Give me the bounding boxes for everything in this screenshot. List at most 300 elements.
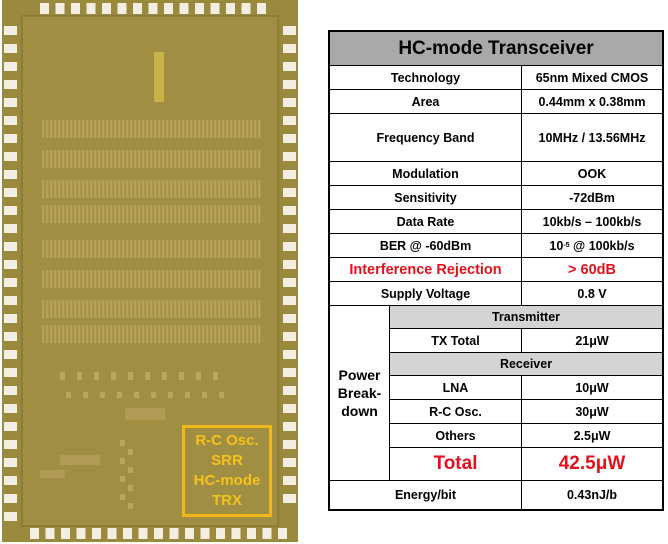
logic-cell: [154, 240, 156, 258]
logic-cell: [110, 205, 112, 223]
logic-cell: [58, 325, 60, 343]
logic-cell: [114, 205, 116, 223]
logic-cell: [213, 372, 218, 380]
logic-cell: [110, 300, 112, 318]
row-value: 0.43nJ/b: [566, 488, 618, 502]
row-label: Energy/bit: [330, 481, 522, 509]
bond-pad: [4, 242, 17, 251]
logic-cell: [174, 150, 176, 168]
logic-cell: [94, 300, 96, 318]
logic-cell: [122, 325, 124, 343]
logic-cell: [218, 120, 220, 138]
logic-cell: [50, 180, 52, 198]
logic-cell: [206, 325, 208, 343]
logic-cell: [258, 180, 260, 198]
analog-cell: [120, 476, 125, 482]
logic-cell: [122, 150, 124, 168]
row-label: TX Total: [390, 329, 522, 353]
bond-pad: [4, 260, 17, 269]
logic-cell: [250, 205, 252, 223]
bond-pad: [283, 152, 296, 161]
logic-cell: [86, 325, 88, 343]
logic-cell: [98, 325, 100, 343]
logic-cell: [110, 120, 112, 138]
logic-cell: [222, 325, 224, 343]
logic-cell: [106, 240, 108, 258]
logic-cell: [198, 205, 200, 223]
logic-cell: [146, 180, 148, 198]
logic-cell: [198, 180, 200, 198]
logic-cell: [178, 325, 180, 343]
table-row: [390, 400, 662, 424]
logic-cell: [218, 150, 220, 168]
logic-cell: [202, 325, 204, 343]
bond-pad: [4, 80, 17, 89]
logic-cell: [202, 120, 204, 138]
die-label-line-4: TRX: [212, 492, 242, 509]
bond-pad: [283, 296, 296, 305]
ber-rest: @ 100kb/s: [569, 238, 635, 253]
logic-cell: [186, 120, 188, 138]
logic-cell: [66, 205, 68, 223]
logic-cell: [214, 300, 216, 318]
logic-cell: [46, 120, 48, 138]
logic-cell: [246, 120, 248, 138]
bond-pad: [102, 3, 111, 14]
logic-cell: [82, 240, 84, 258]
table-row: [330, 186, 662, 210]
logic-cell: [90, 270, 92, 288]
analog-cell: [120, 494, 125, 500]
logic-cell: [74, 300, 76, 318]
logic-cell: [98, 240, 100, 258]
row-label: Sensitivity: [330, 186, 522, 210]
logic-cell: [246, 205, 248, 223]
logic-cell: [78, 270, 80, 288]
logic-cell: [94, 270, 96, 288]
logic-cell: [50, 325, 52, 343]
logic-cell: [219, 392, 224, 398]
logic-cell: [60, 372, 65, 380]
logic-cell: [170, 240, 172, 258]
logic-cell: [202, 180, 204, 198]
bond-pad: [4, 206, 17, 215]
analog-cell: [128, 503, 133, 509]
bond-pad: [154, 528, 163, 539]
logic-cell: [222, 120, 224, 138]
logic-cell: [206, 205, 208, 223]
logic-cell: [66, 325, 68, 343]
bond-pad: [283, 98, 296, 107]
logic-cell: [126, 205, 128, 223]
logic-cell: [198, 300, 200, 318]
bond-pad: [92, 528, 101, 539]
logic-cell: [234, 205, 236, 223]
logic-cell: [194, 120, 196, 138]
bond-pad: [4, 386, 17, 395]
logic-cell: [190, 300, 192, 318]
logic-cell: [102, 325, 104, 343]
logic-cell: [254, 240, 256, 258]
logic-cell: [158, 325, 160, 343]
logic-cell: [126, 270, 128, 288]
logic-cell: [102, 240, 104, 258]
logic-cell: [130, 205, 132, 223]
logic-cell: [42, 270, 44, 288]
logic-cell: [118, 240, 120, 258]
row-value: 10 -5 @ 100kb/s: [522, 234, 662, 258]
bond-pad: [4, 314, 17, 323]
logic-cell: [182, 150, 184, 168]
bond-pad: [4, 404, 17, 413]
bond-pad: [61, 528, 70, 539]
logic-cell: [186, 150, 188, 168]
row-label: Area: [330, 90, 522, 114]
logic-cell: [130, 120, 132, 138]
bond-pad: [4, 458, 17, 467]
analog-block: [40, 470, 65, 478]
bond-pad: [283, 206, 296, 215]
logic-cell: [250, 300, 252, 318]
logic-cell: [234, 270, 236, 288]
logic-cell: [142, 205, 144, 223]
bond-pad: [4, 494, 17, 503]
logic-cell: [94, 240, 96, 258]
logic-cell: [77, 372, 82, 380]
bond-pad: [201, 528, 210, 539]
logic-cell: [62, 180, 64, 198]
logic-cell: [194, 150, 196, 168]
logic-cell: [154, 150, 156, 168]
logic-cell: [146, 270, 148, 288]
row-label: LNA: [390, 376, 522, 400]
logic-cell: [185, 392, 190, 398]
bond-pad: [283, 476, 296, 485]
bond-pad: [164, 3, 173, 14]
logic-cell: [102, 150, 104, 168]
logic-cell: [158, 270, 160, 288]
logic-cell: [186, 240, 188, 258]
logic-cell: [114, 120, 116, 138]
logic-cell: [54, 150, 56, 168]
logic-cell: [74, 270, 76, 288]
logic-cell: [226, 300, 228, 318]
logic-cell: [106, 270, 108, 288]
power-label-line: Break-: [337, 385, 382, 401]
logic-cell: [128, 372, 133, 380]
die-strip: [154, 52, 164, 102]
logic-cell: [114, 180, 116, 198]
bond-pad: [283, 458, 296, 467]
logic-cell: [190, 240, 192, 258]
logic-cell: [174, 180, 176, 198]
logic-cell: [170, 300, 172, 318]
logic-cell: [138, 150, 140, 168]
logic-cell: [182, 325, 184, 343]
logic-cell: [174, 205, 176, 223]
logic-cell: [118, 270, 120, 288]
bond-pad: [185, 528, 194, 539]
logic-cell: [46, 150, 48, 168]
logic-cell: [254, 180, 256, 198]
logic-cell: [194, 180, 196, 198]
logic-cell: [142, 240, 144, 258]
logic-cell: [94, 205, 96, 223]
transmitter-header-row: [390, 306, 662, 329]
power-breakdown-label: [330, 306, 390, 481]
logic-cell: [42, 180, 44, 198]
logic-cell: [66, 180, 68, 198]
logic-cell: [146, 205, 148, 223]
row-value: 0.44mm x 0.38mm: [522, 90, 662, 114]
table-row: [330, 162, 662, 186]
analog-cell: [128, 467, 133, 473]
logic-cell: [54, 120, 56, 138]
logic-cell: [70, 270, 72, 288]
bond-pad: [4, 296, 17, 305]
logic-cell: [106, 325, 108, 343]
logic-cell: [206, 180, 208, 198]
logic-cell: [222, 180, 224, 198]
row-value: > 60dB: [522, 258, 662, 282]
logic-cell: [218, 180, 220, 198]
logic-cell: [250, 180, 252, 198]
logic-cell: [110, 270, 112, 288]
logic-cell: [234, 300, 236, 318]
logic-cell: [46, 205, 48, 223]
logic-cell: [98, 120, 100, 138]
logic-cell: [222, 150, 224, 168]
logic-cell: [198, 150, 200, 168]
logic-cell: [102, 270, 104, 288]
logic-cell: [94, 372, 99, 380]
logic-cell: [206, 300, 208, 318]
analog-block: [60, 455, 100, 465]
logic-cell: [214, 120, 216, 138]
logic-cell: [70, 180, 72, 198]
bond-pad: [257, 3, 266, 14]
logic-cell: [174, 240, 176, 258]
table-row: [330, 66, 662, 90]
bond-pad: [195, 3, 204, 14]
logic-cell: [130, 150, 132, 168]
logic-cell: [238, 270, 240, 288]
bond-pad: [283, 386, 296, 395]
logic-cell: [254, 325, 256, 343]
logic-cell: [66, 120, 68, 138]
logic-cell: [198, 270, 200, 288]
bond-pad: [283, 116, 296, 125]
logic-cell: [118, 150, 120, 168]
logic-cell: [126, 180, 128, 198]
logic-cell: [58, 150, 60, 168]
logic-cell: [46, 300, 48, 318]
logic-cell: [206, 270, 208, 288]
logic-cell: [130, 300, 132, 318]
logic-cell: [62, 205, 64, 223]
logic-cell: [110, 240, 112, 258]
ber-base: 10: [549, 238, 564, 253]
logic-cell: [78, 240, 80, 258]
logic-cell: [230, 150, 232, 168]
logic-cell: [94, 180, 96, 198]
logic-cell: [222, 205, 224, 223]
logic-cell: [114, 150, 116, 168]
logic-cell: [250, 120, 252, 138]
logic-cell: [50, 270, 52, 288]
logic-cell: [122, 270, 124, 288]
logic-cell: [166, 325, 168, 343]
bond-pad: [4, 440, 17, 449]
bond-pad: [4, 26, 17, 35]
logic-cell: [162, 270, 164, 288]
logic-cell: [126, 120, 128, 138]
logic-cell: [170, 205, 172, 223]
logic-cell: [70, 150, 72, 168]
bond-pad: [283, 278, 296, 287]
energy-row: [330, 481, 662, 509]
logic-cell: [194, 300, 196, 318]
logic-cell: [242, 180, 244, 198]
logic-cell: [246, 300, 248, 318]
logic-cell: [122, 120, 124, 138]
bond-pad: [283, 134, 296, 143]
logic-cell: [166, 205, 168, 223]
logic-cell: [238, 180, 240, 198]
row-label: R-C Osc.: [390, 400, 522, 424]
logic-cell: [62, 325, 64, 343]
logic-cell: [118, 325, 120, 343]
logic-cell: [142, 270, 144, 288]
logic-cell: [90, 205, 92, 223]
logic-cell: [86, 205, 88, 223]
logic-cell: [70, 120, 72, 138]
logic-cell: [166, 150, 168, 168]
bond-pad: [283, 170, 296, 179]
logic-cell: [230, 325, 232, 343]
logic-cell: [138, 120, 140, 138]
bond-pad: [180, 3, 189, 14]
logic-cell: [178, 180, 180, 198]
logic-cell: [118, 300, 120, 318]
row-value: 30μW: [522, 400, 662, 424]
logic-cell: [238, 120, 240, 138]
bond-pad: [283, 62, 296, 71]
logic-cell: [78, 205, 80, 223]
logic-cell: [58, 180, 60, 198]
bond-pad: [4, 188, 17, 197]
logic-cell: [238, 150, 240, 168]
logic-cell: [42, 325, 44, 343]
logic-cell: [138, 240, 140, 258]
logic-cell: [94, 120, 96, 138]
logic-cell: [54, 240, 56, 258]
logic-cell: [146, 240, 148, 258]
logic-cell: [46, 325, 48, 343]
logic-cell: [74, 325, 76, 343]
row-value: 10kb/s – 100kb/s: [522, 210, 662, 234]
logic-cell: [242, 120, 244, 138]
bond-pad: [77, 528, 86, 539]
table-row: [330, 258, 662, 282]
logic-cell: [226, 325, 228, 343]
logic-cell: [114, 300, 116, 318]
logic-cell: [58, 240, 60, 258]
logic-cell: [126, 150, 128, 168]
logic-cell: [58, 120, 60, 138]
logic-cell: [78, 120, 80, 138]
logic-cell: [46, 240, 48, 258]
bond-pad: [4, 152, 17, 161]
logic-cell: [162, 120, 164, 138]
logic-cell: [214, 150, 216, 168]
logic-cell: [142, 180, 144, 198]
logic-cell: [246, 325, 248, 343]
logic-cell: [202, 240, 204, 258]
logic-cell: [242, 300, 244, 318]
row-value: 21μW: [522, 329, 662, 353]
logic-cell: [54, 180, 56, 198]
logic-cell: [258, 300, 260, 318]
bond-pad: [4, 476, 17, 485]
logic-cell: [258, 325, 260, 343]
logic-cell: [154, 300, 156, 318]
logic-cell: [74, 205, 76, 223]
logic-cell: [194, 270, 196, 288]
bond-pad: [283, 80, 296, 89]
die-label-line-3: HC-mode: [193, 472, 261, 489]
logic-cell: [130, 180, 132, 198]
logic-cell: [110, 180, 112, 198]
logic-cell: [166, 120, 168, 138]
logic-cell: [198, 120, 200, 138]
bond-pad: [283, 494, 296, 503]
logic-cell: [54, 325, 56, 343]
logic-cell: [158, 180, 160, 198]
row-label: Interference Rejection: [330, 258, 522, 282]
logic-cell: [250, 270, 252, 288]
logic-cell: [226, 240, 228, 258]
logic-cell: [226, 120, 228, 138]
logic-cell: [98, 270, 100, 288]
logic-cell: [202, 270, 204, 288]
logic-cell: [66, 300, 68, 318]
chip-die-photo: [0, 0, 300, 544]
logic-cell: [190, 120, 192, 138]
row-label: Technology: [330, 66, 522, 90]
logic-cell: [50, 120, 52, 138]
total-row: [390, 448, 662, 481]
logic-cell: [100, 392, 105, 398]
logic-cell: [42, 300, 44, 318]
table-title: HC-mode Transceiver: [330, 32, 662, 66]
logic-cell: [82, 325, 84, 343]
logic-cell: [86, 150, 88, 168]
logic-cell: [150, 180, 152, 198]
bond-pad: [4, 44, 17, 53]
logic-cell: [158, 205, 160, 223]
bond-pad: [170, 528, 179, 539]
logic-cell: [254, 300, 256, 318]
row-value: -72dBm: [522, 186, 662, 210]
total-label: Total: [390, 448, 522, 481]
bond-pad: [283, 260, 296, 269]
logic-cell: [178, 240, 180, 258]
logic-cell: [86, 270, 88, 288]
logic-cell: [146, 325, 148, 343]
logic-cell: [154, 180, 156, 198]
logic-cell: [234, 240, 236, 258]
